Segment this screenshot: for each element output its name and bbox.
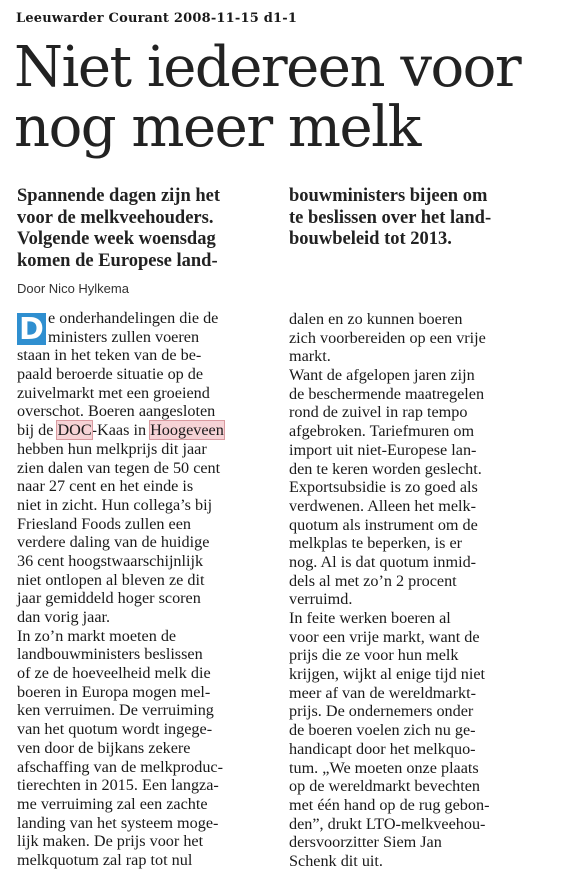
body-line: van het quotum wordt ingege- (17, 720, 213, 739)
body-line: op de wereldmarkt bevechten (289, 777, 481, 796)
body-line: zuivelmarkt met een groeiend (17, 383, 210, 402)
headline-line: Niet iedereen voor (14, 35, 521, 100)
text-run: -Kaas in (91, 421, 151, 440)
body-line: prijs die ze voor hun melk (289, 646, 459, 665)
lead-left (17, 186, 282, 272)
body-line: verdere daling van de huidige (17, 533, 210, 552)
lead-line: komen de Europese land- (17, 250, 218, 271)
body-line: Friesland Foods zullen een (17, 514, 191, 533)
body-line: melkplas te beperken, is er (289, 534, 463, 553)
body-line: dalen en zo kunnen boeren (289, 310, 463, 328)
body-line: de beschermende maatregelen (289, 384, 485, 403)
body-line: import uit niet-Europese lan- (289, 440, 477, 459)
drop-cap: D (17, 313, 46, 345)
lead-right (289, 186, 574, 251)
body-line: Exportsubsidie is zo goed als (289, 478, 478, 497)
body-line: voor een vrije markt, want de (289, 627, 480, 646)
body-line: overschot. Boeren aangesloten (17, 402, 216, 421)
body-line: meer af van de wereldmarkt- (289, 683, 476, 702)
body-line: krijgen, wijkt al enige tijd niet (289, 665, 486, 684)
body-line: ministers zullen voeren (48, 327, 200, 346)
body-line: niet in zicht. Hun collega’s bij (17, 495, 213, 514)
body-line: tum. „We moeten onze plaats (289, 758, 479, 777)
body-line: nog. Al is dat quotum inmid- (289, 552, 477, 571)
body-line: jaar gemiddeld hoger scoren (17, 589, 201, 608)
body-column-left (17, 309, 279, 870)
body-line: 36 cent hoogstwaarschijnlijk (17, 551, 204, 570)
body-line: zich voorbereiden op een vrije (289, 328, 486, 347)
body-line: In zo’n markt moeten de (17, 626, 177, 645)
body-line: paald beroerde situatie op de (17, 365, 204, 384)
body-line: dels al met zo’n 2 procent (289, 571, 457, 590)
headline (14, 35, 574, 160)
body-line: dersvoorzitter Siem Jan (289, 833, 442, 852)
body-line: me verruiming zal een zachte (17, 794, 208, 813)
body-line: In feite werken boeren al (289, 609, 451, 627)
body-line: verdwenen. Alleen het melk- (289, 496, 476, 515)
body-line: tierechten in 2015. Een langza- (17, 776, 219, 795)
body-line: naar 27 cent en het einde is (17, 477, 194, 496)
text-run: bij de (17, 421, 58, 440)
byline: Door Nico Hylkema (17, 281, 129, 296)
lead-line: voor de melkveehouders. (17, 207, 214, 228)
body-line: zien dalen van tegen de 50 cent (17, 458, 221, 477)
body-line: Schenk dit uit. (289, 851, 383, 870)
body-line: dan vorig jaar. (17, 608, 111, 626)
source-line: Leeuwarder Courant 2008-11-15 d1-1 (16, 11, 298, 26)
lead-line: Spannende dagen zijn het (17, 186, 221, 206)
body-line: afschaffing van de melkproduc- (17, 757, 224, 776)
body-line: de boeren voelen zich nu ge- (289, 721, 476, 740)
body-line: melkquotum zal rap tot nul (17, 850, 193, 869)
body-line: quotum als instrument om de (289, 515, 478, 534)
body-line: staan in het teken van de be- (17, 346, 202, 365)
body-line: lijk maken. De prijs voor het (17, 832, 204, 851)
body-line: verruimd. (289, 590, 353, 609)
lead-line: te beslissen over het land- (289, 207, 492, 228)
highlighted-term: Hoogeveen (150, 421, 224, 440)
body-line: niet ontlopen al bleven ze dit (17, 570, 205, 589)
lead-line: bouwministers bijeen om (289, 186, 488, 206)
body-line: of ze de hoeveelheid melk die (17, 664, 211, 683)
body-line: afgebroken. Tariefmuren om (289, 422, 475, 441)
body-line: e onderhandelingen die de (48, 309, 219, 327)
body-line: landing van het systeem moge- (17, 813, 219, 832)
body-line: den te keren worden geslecht. (289, 459, 482, 478)
body-line: Want de afgelopen jaren zijn (289, 366, 475, 385)
body-line: rond de zuivel in rap tempo (289, 403, 468, 422)
body-line: den”, drukt LTO-melkveehou- (289, 814, 486, 833)
body-line: prijs. De ondernemers onder (289, 702, 474, 721)
body-line: handicapt door het melkquo- (289, 739, 476, 758)
highlighted-term: DOC (57, 421, 92, 440)
body-line: ken verruimen. De verruiming (17, 701, 214, 720)
lead-line: Volgende week woensdag (17, 229, 216, 249)
lead-line: bouwbeleid tot 2013. (289, 229, 452, 249)
body-line: ven door de bijkans zekere (17, 738, 191, 757)
body-line: markt. (289, 347, 331, 366)
body-line (17, 421, 279, 440)
body-line: met één hand op de rug gebon- (289, 795, 490, 814)
headline-line: nog meer melk (14, 95, 420, 160)
body-line: landbouwministers beslissen (17, 645, 203, 664)
body-line: boeren in Europa mogen mel- (17, 682, 211, 701)
body-line: hebben hun melkprijs dit jaar (17, 439, 207, 458)
body-column-right (289, 310, 572, 871)
